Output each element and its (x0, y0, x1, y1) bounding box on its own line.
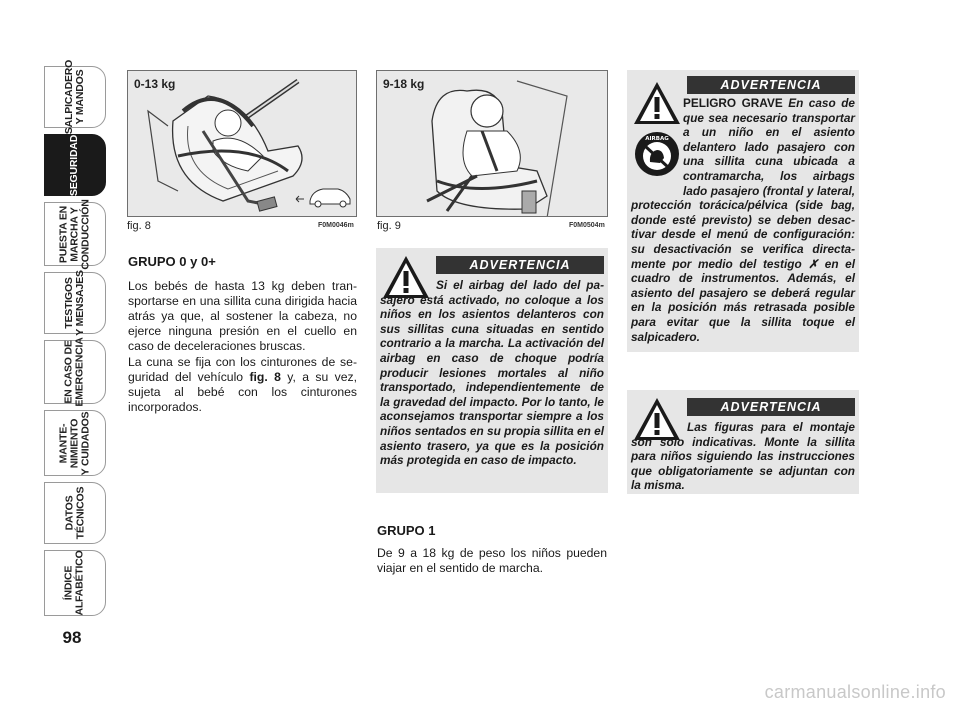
advertencia-badge: ADVERTENCIA (687, 76, 855, 94)
airbag-warning-text: Si el airbag del lado del pasajero está activado, no coloque a los niños en los asientos delanteros con sus sillitas cuna situadas en sentido contrario a la marcha. La activación del airbag en caso de choque podría producir lesiones mortales al niño transportado, independientemente de la gravedad del impacto. Por lo tanto, le aconsejamos transportar siempre a los niños sentados en su propia sillita en el asiento trasero, ya que es la posición más protegida en caso de impacto. (380, 278, 604, 468)
group1-heading: GRUPO 1 (377, 523, 436, 538)
group1-paragraph: De 9 a 18 kg de peso los niños pueden viajar en el sentido de marcha. (377, 546, 607, 575)
watermark: carmanualsonline.info (764, 682, 946, 702)
child-seat-illustration (377, 71, 608, 217)
danger-warning-box (627, 70, 859, 352)
figure-8 (127, 70, 357, 217)
tab-salpicadero[interactable]: SALPICADERO Y MANDOS (44, 66, 106, 128)
advertencia-badge: ADVERTENCIA (436, 256, 604, 274)
page-number: 98 (62, 628, 82, 647)
fig9-caption: fig. 9 (377, 220, 401, 232)
airbag-warning-box (376, 248, 608, 493)
danger-warning-text: PELIGRO GRAVE En caso de que sea necesario transportar a un niño en el asiento delantero lado pasajero con una sillita cuna ubicada a contramarcha, los airbags lado pasajero (frontal y lateral, protección torácica/pélvica (side bag, donde esté previsto) se deben desactivar desde el menú de configuración: su desactivación se verifica directamente por medio del testigo ✗ en el cuadro de instrumentos. Además, el asiento del pasajero se deberá regular en la posición más retrasada posible para evitar que la sillita toque el salpicadero. (631, 96, 855, 344)
tab-puesta-en-marcha[interactable]: PUESTA EN MARCHA Y CONDUCCIÓN (44, 202, 106, 266)
figure-9 (376, 70, 608, 217)
infant-carrier-illustration (128, 71, 357, 217)
tab-indice[interactable]: ÍNDICE ALFABÉTICO (44, 550, 106, 616)
airbag-off-indicator-icon: ✗ (808, 256, 819, 271)
figures-warning-text: Las figuras para el montaje son sólo indicativas. Monte la sillita para niños siguiendo las instrucciones que obligatoriamente se adjuntan con la misma. (631, 420, 855, 493)
tab-mantenimiento[interactable]: MANTE- NIMIENTO Y CUIDADOS (44, 410, 106, 476)
advertencia-badge: ADVERTENCIA (687, 398, 855, 416)
danger-lead: PELIGRO GRAVE (683, 96, 783, 110)
tab-emergencia[interactable]: EN CASO DE EMERGENCIA (44, 340, 106, 404)
group0-paragraph-1: Los bebés de hasta 13 kg deben transportarse en una sillita cuna dirigida hacia atrás ya que, al sostener la cabeza, no ejerce ninguna presión en el cuello en caso de deceleraciones bruscas. (128, 279, 357, 353)
fig8-reference: fig. 8 (249, 370, 281, 384)
fig8-caption: fig. 8 (127, 220, 151, 232)
tab-seguridad[interactable]: SEGURIDAD (44, 134, 106, 196)
fig9-weight-label: 9-18 kg (383, 77, 425, 91)
fig9-code: F0M0504m (569, 222, 605, 229)
group0-heading: GRUPO 0 y 0+ (128, 254, 216, 269)
tab-datos-tecnicos[interactable]: DATOS TÉCNICOS (44, 482, 106, 544)
tab-testigos[interactable]: TESTIGOS Y MENSAJES (44, 272, 106, 334)
fig8-weight-label: 0-13 kg (134, 77, 176, 91)
airbag-sticker-text: AIRBAG (645, 136, 669, 142)
group0-paragraph-2: La cuna se fija con los cinturones de seguridad del vehículo fig. 8 y, a su vez, sujeta al bebé con los cinturones incorporados. (128, 355, 357, 414)
fig8-code: F0M0046m (318, 222, 354, 229)
figures-warning-box (627, 390, 859, 494)
